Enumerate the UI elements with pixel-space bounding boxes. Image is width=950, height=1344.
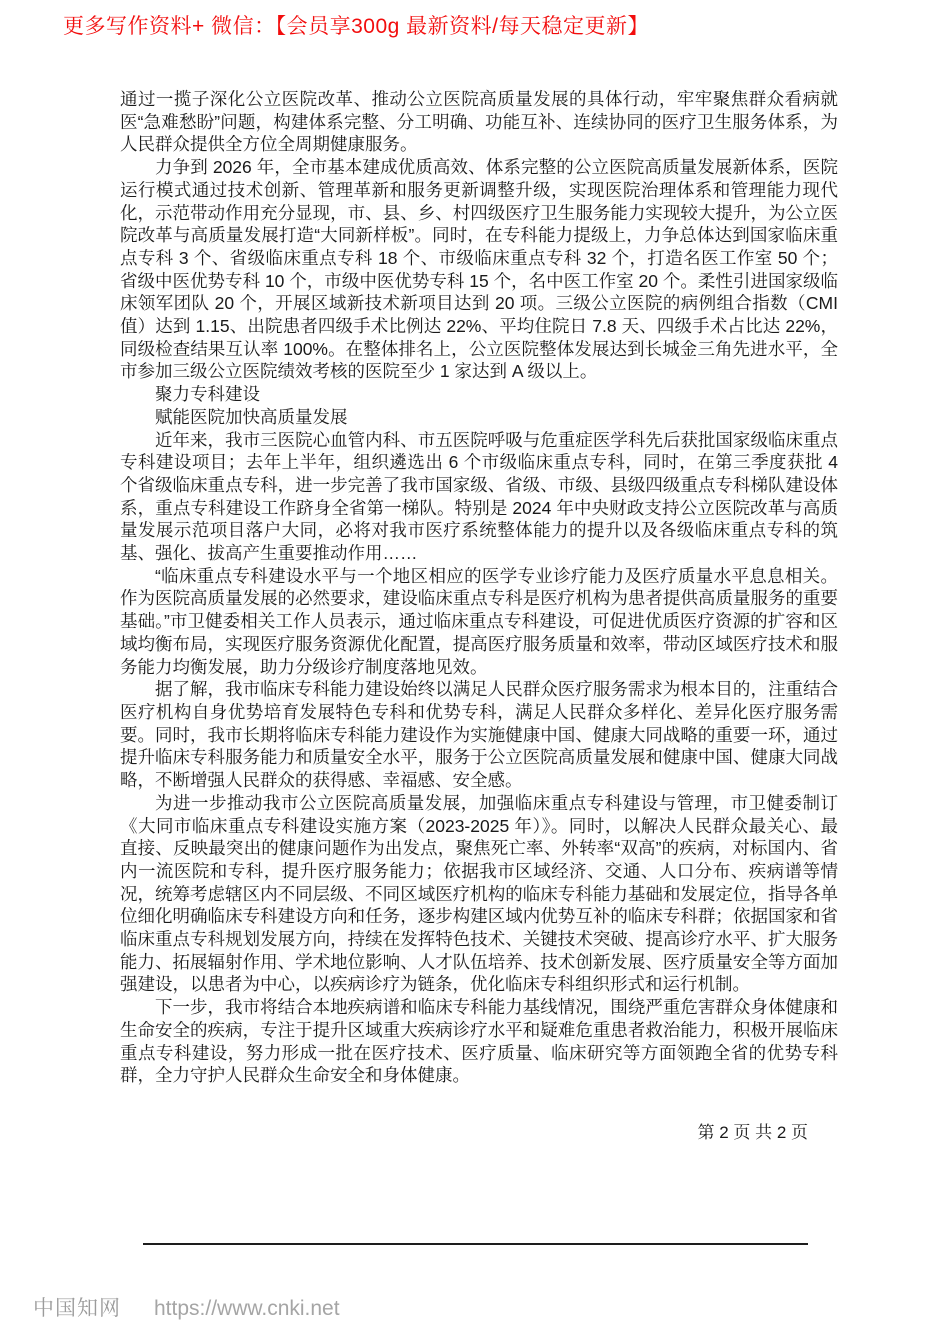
footer-divider	[143, 1243, 808, 1245]
paragraph: 通过一揽子深化公立医院改革、推动公立医院高质量发展的具体行动，牢牢聚焦群众看病就医“急难愁盼”问题，构建体系完整、分工明确、功能互补、连续协同的医疗卫生服务体系，为人民群众提供全方位全周期健康服务。	[120, 89, 838, 155]
paragraph: 为进一步推动我市公立医院高质量发展，加强临床重点专科建设与管理，市卫健委制订《大同市临床重点专科建设实施方案（2023-2025 年）》。同时，以解决人民群众最关心、最直接、反映最突出的健康问题作为出发点，聚焦死亡率、外转率“双高”的疾病，对标国内、省内一流医院和专科，提升医疗服务能力；依据我市区域经济、交通、人口分布、疾病谱等情况，统筹考虑辖区内不同层级、不同区域医疗机构的临床专科能力基础和发展定位，指导各单位细化明确临床专科建设方向和任务，逐步构建区域内优势互补的临床专科群；依据国家和省临床重点专科规划发展方向，持续在发挥特色技术、关键技术突破、提高诊疗水平、扩大服务能力、拓展辐射作用、学术地位影响、人才队伍培养、技术创新发展、医疗质量安全等方面加强建设，以患者为中心，以疾病诊疗为链条，优化临床专科组织形式和运行机制。	[120, 792, 838, 995]
promo-banner: 更多写作资料+ 微信：【会员享300g 最新资料/每天稳定更新】	[63, 15, 649, 38]
paragraph: 下一步，我市将结合本地疾病谱和临床专科能力基线情况，围绕严重危害群众身体健康和生命安全的疾病，专注于提升区域重大疾病诊疗水平和疑难危重患者救治能力，积极开展临床重点专科建设，努力形成一批在医疗技术、医疗质量、临床研究等方面领跑全省的优势专科群，全力守护人民群众生命安全和身体健康。	[120, 997, 838, 1086]
cnki-url-link[interactable]: https://www.cnki.net	[154, 1297, 340, 1320]
paragraph: 据了解，我市临床专科能力建设始终以满足人民群众医疗服务需求为根本目的，注重结合医疗机构自身优势培育发展特色专科和优势专科，满足人民群众多样化、差异化医疗服务需要。同时，我市长期将临床专科能力建设作为实施健康中国、健康大同战略的重要一环，通过提升临床专科服务能力和质量安全水平，服务于公立医院高质量发展和健康中国、健康大同战略，不断增强人民群众的获得感、幸福感、安全感。	[120, 679, 838, 791]
paragraph: 赋能医院加快高质量发展	[155, 406, 348, 427]
paragraph: 力争到 2026 年，全市基本建成优质高效、体系完整的公立医院高质量发展新体系，医院运行模式通过技术创新、管理革新和服务更新调整升级，实现医院治理体系和管理能力现代化，示范带动作用充分显现，市、县、乡、村四级医疗卫生服务能力实现较大提升，为公立医院改革与高质量发展打造“大同新样板”。同时，在专科能力提级上，力争总体达到国家临床重点专科 3 个、省级临床重点专科 18 个、市级临床重点专科 32 个，打造名医工作室 50 个；省级中医优势专科 10 个，市级中医优势专科 15 个，名中医工作室 20 个。柔性引进国家级临床领军团队 20 个，开展区域新技术新项目达到 20 项。三级公立医院的病例组合指数（CMI 值）达到 1.15、出院患者四级手术比例达 22%、平均住院日 7.8 天、四级手术占比达 22%，同级检查结果互认率 100%。在整体排名上，公立医院整体发展达到长城金三角先进水平，全市参加三级公立医院绩效考核的医院至少 1 家达到 A 级以上。	[120, 157, 838, 382]
paragraph: 聚力专科建设	[155, 384, 260, 405]
document-body	[120, 88, 838, 1087]
footer	[33, 1292, 340, 1322]
page-number: 第 2 页 共 2 页	[697, 1123, 808, 1142]
cnki-logo: 中国知网	[33, 1297, 121, 1320]
paragraph: “临床重点专科建设水平与一个地区相应的医学专业诊疗能力及医疗质量水平息息相关。作为医院高质量发展的必然要求，建设临床重点专科是医疗机构为患者提供高质量服务的重要基础。”市卫健委相关工作人员表示，通过临床重点专科建设，可促进优质医疗资源的扩容和区域均衡布局，实现医疗服务资源优化配置，提高医疗服务质量和效率，带动区域医疗技术和服务能力均衡发展，助力分级诊疗制度落地见效。	[120, 565, 838, 677]
paragraph: 近年来，我市三医院心血管内科、市五医院呼吸与危重症医学科先后获批国家级临床重点专科建设项目；去年上半年，组织遴选出 6 个市级临床重点专科，同时，在第三季度获批 4 个省级临床重点专科，进一步完善了我市国家级、省级、市级、县级四级重点专科梯队建设体系，重点专科建设工作跻身全省第一梯队。特别是 2024 年中央财政支持公立医院改革与高质量发展示范项目落户大同，必将对我市医疗系统整体能力的提升以及各级临床重点专科的筑基、强化、拔高产生重要推动作用……	[120, 429, 838, 564]
